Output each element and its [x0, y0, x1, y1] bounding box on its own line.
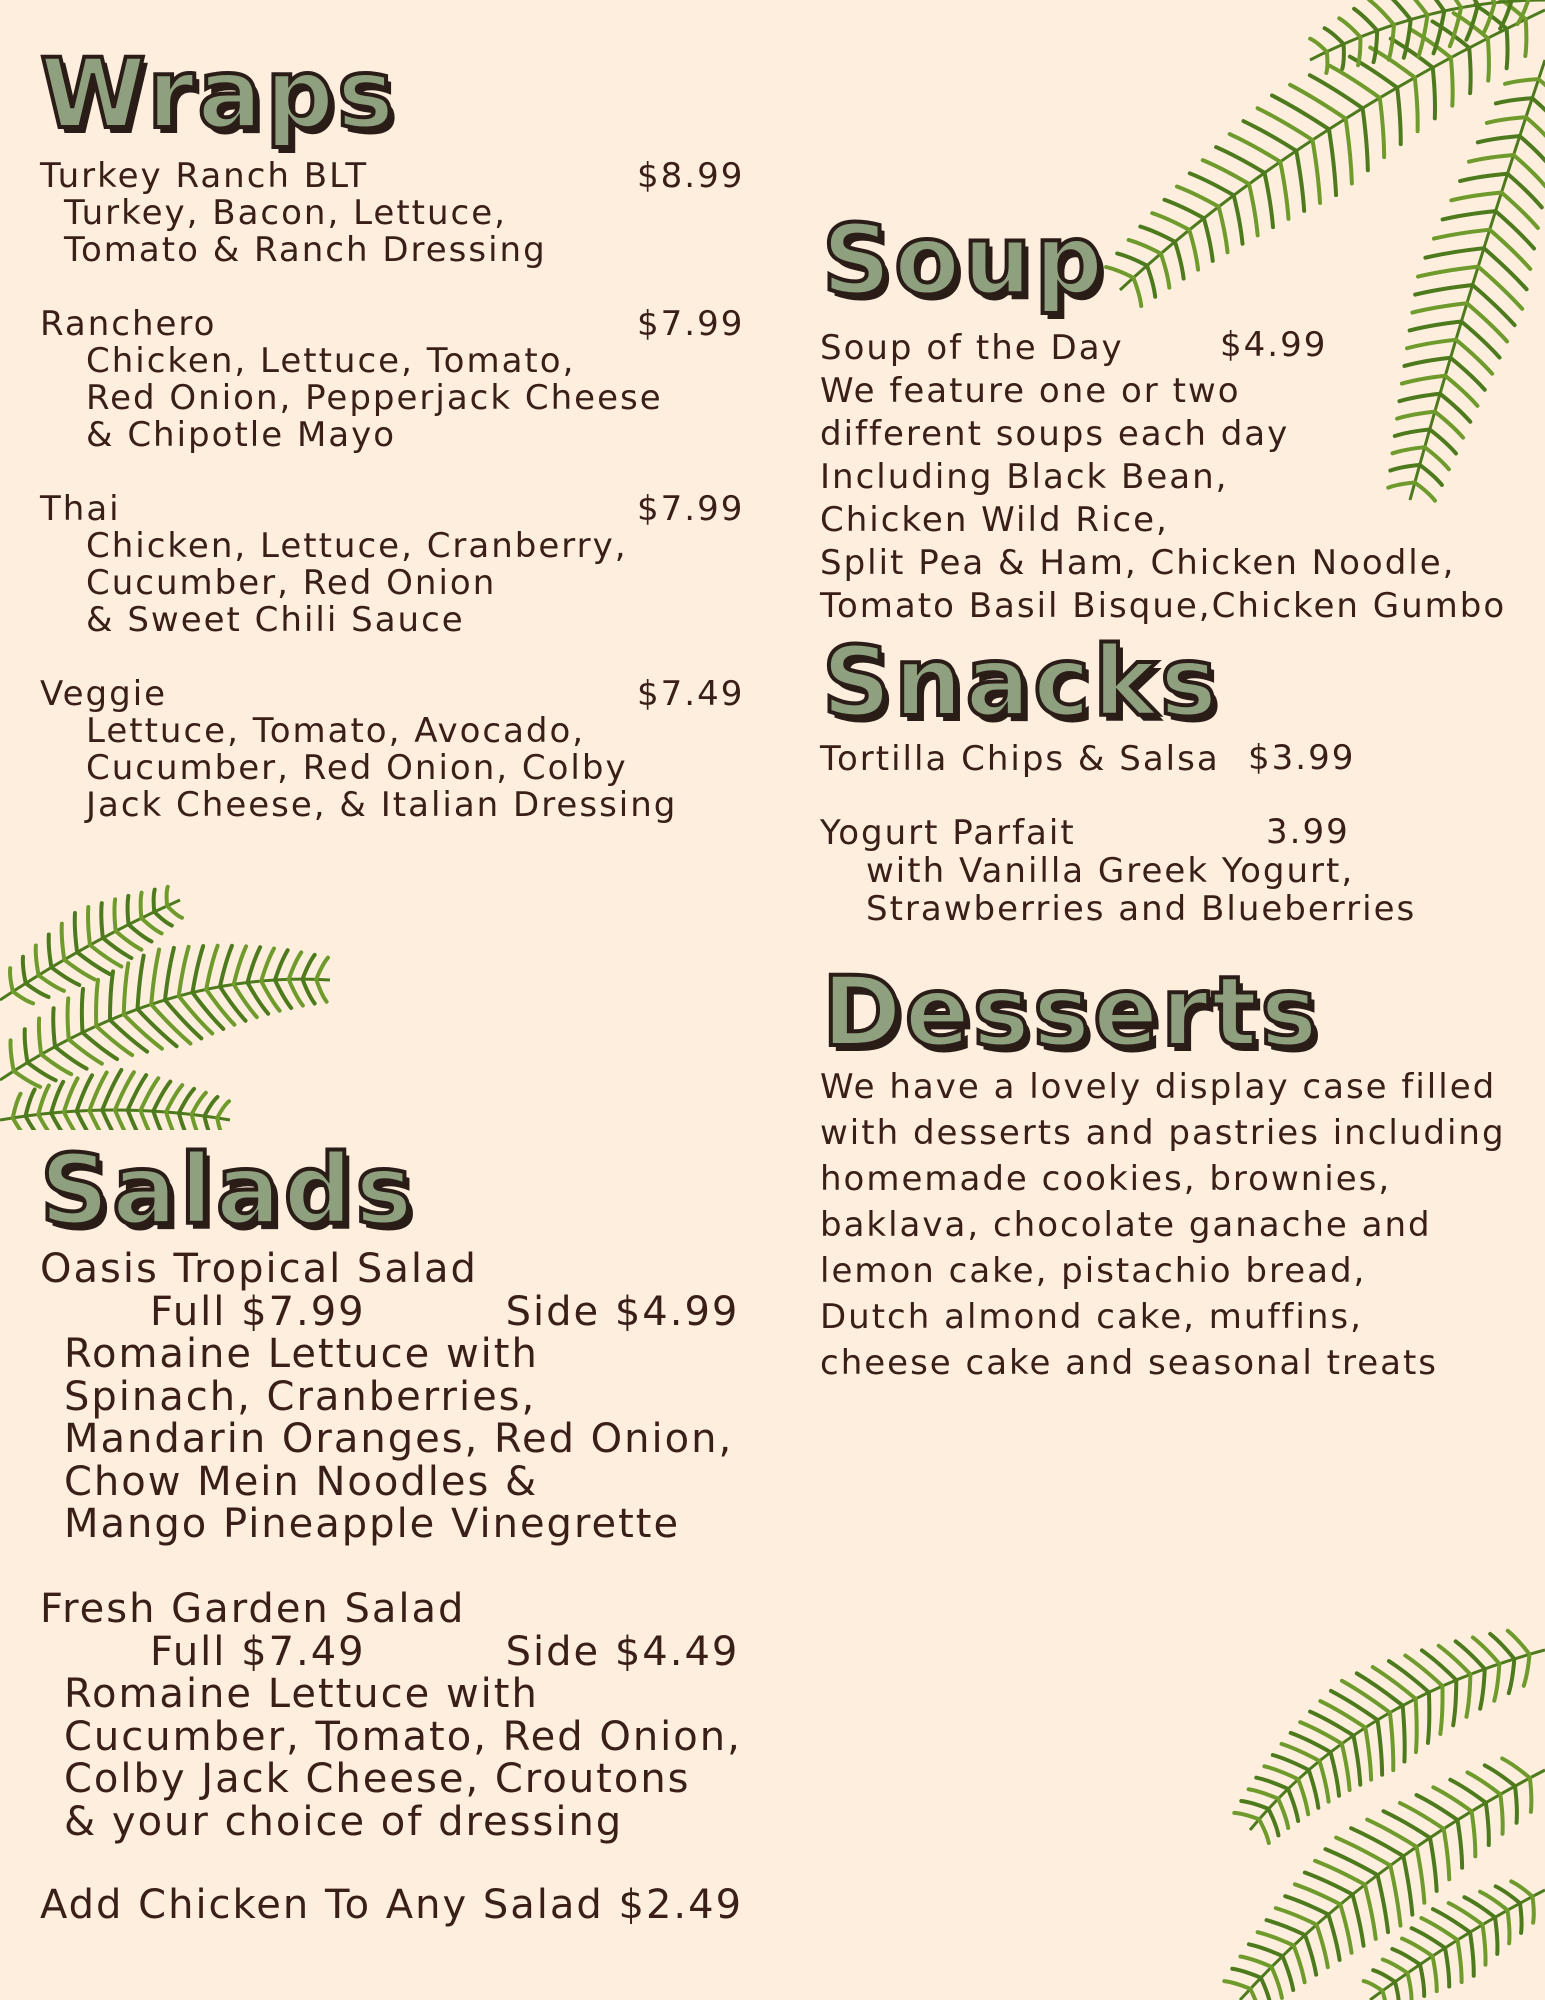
desc-line: cheese cake and seasonal treats — [820, 1343, 1439, 1383]
item-name: Oasis Tropical Salad — [40, 1246, 478, 1292]
desserts-heading: Desserts — [822, 956, 1321, 1068]
item-name: Yogurt Parfait — [820, 813, 1076, 853]
wraps-heading: Wraps — [40, 38, 398, 150]
price-side: Side $4.49 — [505, 1628, 740, 1675]
price-side: Side $4.99 — [505, 1288, 740, 1335]
desc-line: lemon cake, pistachio bread, — [820, 1251, 1367, 1291]
menu-item-oasis-tropical-salad — [40, 1248, 739, 1546]
item-price: $3.99 — [1248, 738, 1356, 778]
desc-line: with desserts and pastries including — [820, 1113, 1506, 1153]
item-desc: Split Pea & Ham, Chicken Noodle, — [820, 543, 1456, 583]
item-desc: Mango Pineapple Vinegrette — [64, 1501, 681, 1547]
item-desc: & your choice of dressing — [64, 1798, 624, 1845]
item-desc: Mandarin Oranges, Red Onion, — [64, 1416, 734, 1462]
item-desc: Chicken Wild Rice, — [820, 500, 1169, 540]
menu-item-turkey-ranch-blt — [40, 158, 547, 269]
desc-line: We have a lovely display case filled — [820, 1067, 1497, 1107]
item-desc: Tomato & Ranch Dressing — [64, 230, 547, 270]
item-desc: & Chipotle Mayo — [86, 415, 397, 455]
soup-heading: Soup — [822, 204, 1107, 316]
item-name: Fresh Garden Salad — [40, 1586, 466, 1632]
item-price: $4.99 — [1220, 325, 1328, 365]
item-desc: Chicken, Lettuce, Tomato, — [86, 341, 576, 381]
item-name: Ranchero — [40, 304, 217, 344]
item-desc: Romaine Lettuce with — [64, 1331, 539, 1377]
desc-line: baklava, chocolate ganache and — [820, 1205, 1432, 1245]
item-name: Soup of the Day — [820, 328, 1124, 368]
item-name: Turkey Ranch BLT — [40, 156, 369, 196]
menu-item-ranchero — [40, 306, 663, 454]
item-desc: Jack Cheese, & Italian Dressing — [86, 785, 678, 825]
salad-addon: Add Chicken To Any Salad $2.49 — [40, 1882, 744, 1928]
desc-line: Dutch almond cake, muffins, — [820, 1297, 1363, 1337]
item-desc: Including Black Bean, — [820, 457, 1229, 497]
desserts-description — [820, 1064, 1506, 1386]
item-name: Tortilla Chips & Salsa — [820, 739, 1220, 779]
item-price: $7.99 — [637, 304, 745, 344]
item-desc: Romaine Lettuce with — [64, 1671, 539, 1717]
salads-heading: Salads — [40, 1134, 416, 1246]
price-full: Full $7.49 — [150, 1628, 366, 1675]
item-name: Thai — [40, 489, 121, 529]
item-desc: different soups each day — [820, 414, 1290, 454]
menu-item-veggie — [40, 676, 677, 824]
item-desc: Cucumber, Tomato, Red Onion, — [64, 1713, 742, 1760]
item-desc: Tomato Basil Bisque,Chicken Gumbo — [820, 586, 1507, 626]
item-desc: Cucumber, Red Onion, Colby — [86, 748, 628, 788]
item-desc: Strawberries and Blueberries — [866, 889, 1417, 929]
item-desc: with Vanilla Greek Yogurt, — [866, 851, 1355, 891]
item-desc: Chow Mein Noodles & — [64, 1458, 539, 1505]
snacks-heading: Snacks — [822, 626, 1221, 738]
item-desc: Chicken, Lettuce, Cranberry, — [86, 526, 628, 566]
item-price: $7.49 — [637, 674, 745, 714]
item-desc: Colby Jack Cheese, Croutons — [64, 1756, 691, 1802]
palm-leaf-bottom-right-icon — [1220, 1590, 1545, 2000]
item-desc: Cucumber, Red Onion — [86, 563, 497, 603]
menu-item-tortilla-chips — [820, 740, 1220, 778]
menu-item-fresh-garden-salad — [40, 1588, 742, 1843]
item-desc: & Sweet Chili Sauce — [86, 600, 465, 640]
item-desc: We feature one or two — [820, 371, 1241, 411]
item-desc: Spinach, Cranberries, — [64, 1373, 537, 1420]
item-desc: Red Onion, Pepperjack Cheese — [86, 378, 663, 418]
item-price: $7.99 — [637, 489, 745, 529]
item-price: 3.99 — [1266, 812, 1350, 852]
menu-item-thai — [40, 491, 628, 639]
palm-leaf-left-icon — [0, 880, 340, 1130]
item-desc: Lettuce, Tomato, Avocado, — [86, 711, 586, 751]
item-name: Veggie — [40, 674, 168, 714]
desc-line: homemade cookies, brownies, — [820, 1159, 1392, 1199]
price-full: Full $7.99 — [150, 1288, 366, 1335]
menu-item-soup-of-the-day — [820, 327, 1506, 628]
item-desc: Turkey, Bacon, Lettuce, — [64, 193, 507, 233]
item-price: $8.99 — [637, 156, 745, 196]
